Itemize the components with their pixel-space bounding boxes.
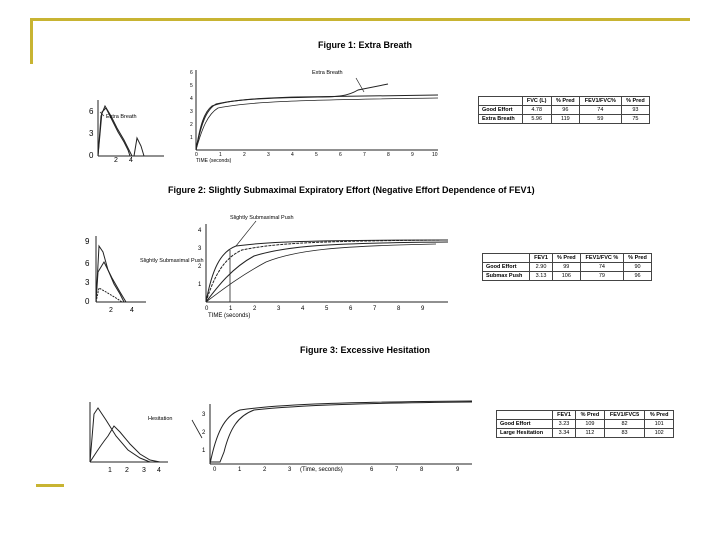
table-header: % Pred bbox=[621, 97, 649, 106]
f1-xtick: 2 bbox=[243, 152, 246, 158]
table-header: % Pred bbox=[551, 97, 579, 106]
f3-xtick: 0 bbox=[213, 467, 217, 473]
f2-small-ytick: 3 bbox=[85, 278, 90, 287]
f3-xtick: 2 bbox=[263, 467, 267, 473]
table-row-label: Good Effort bbox=[479, 106, 523, 115]
f2-xtick: 7 bbox=[373, 306, 377, 312]
f3-xtick: 9 bbox=[456, 467, 460, 473]
f1-large-annotation: Extra Breath bbox=[312, 70, 343, 76]
table-header: % Pred bbox=[624, 254, 652, 263]
table-cell: 74 bbox=[579, 106, 621, 115]
table-row-label: Extra Breath bbox=[479, 115, 523, 124]
f3-xtick: 1 bbox=[238, 467, 242, 473]
accent-line-top bbox=[30, 18, 690, 21]
f3-small-xtick: 4 bbox=[157, 467, 161, 474]
f3-ytick: 1 bbox=[202, 448, 206, 454]
table-header: FEV1/FVC% bbox=[579, 97, 621, 106]
table-cell: 96 bbox=[624, 272, 652, 281]
table-header-row bbox=[479, 97, 650, 106]
figure-2-volume-time-plot bbox=[196, 210, 452, 320]
f2-small-ytick: 9 bbox=[85, 237, 90, 246]
f1-small-ytick: 6 bbox=[89, 107, 94, 116]
table-row-label: Submax Push bbox=[483, 272, 530, 281]
f1-xtick: 0 bbox=[195, 152, 198, 158]
f2-small-xtick: 4 bbox=[130, 307, 134, 314]
table-cell: 2.90 bbox=[530, 263, 553, 272]
curve bbox=[206, 242, 448, 302]
table-row bbox=[479, 106, 650, 115]
f3-xtick: 6 bbox=[370, 467, 374, 473]
table-cell: 79 bbox=[580, 272, 623, 281]
curve bbox=[206, 244, 436, 302]
f1-xlabel: TIME (seconds) bbox=[196, 158, 232, 164]
curve bbox=[90, 426, 160, 462]
table-cell: 75 bbox=[621, 115, 649, 124]
f1-xtick: 8 bbox=[387, 152, 390, 158]
table-header bbox=[497, 411, 553, 420]
table-cell: 119 bbox=[551, 115, 579, 124]
f2-ytick: 3 bbox=[198, 246, 202, 252]
table-cell: 93 bbox=[621, 106, 649, 115]
f1-xtick: 6 bbox=[339, 152, 342, 158]
accent-line-left bbox=[30, 18, 33, 64]
f2-large-annotation: Slightly Submaximal Push bbox=[230, 215, 294, 221]
f2-xlabel: TIME (seconds) bbox=[208, 313, 251, 319]
figure-3-volume-time-plot bbox=[190, 392, 476, 474]
f1-xtick: 5 bbox=[315, 152, 318, 158]
table-cell: 59 bbox=[579, 115, 621, 124]
table-header: FEV1/FVC % bbox=[580, 254, 623, 263]
figure-2-title: Figure 2: Slightly Submaximal Expiratory Effort (Negative Effort Dependence of FEV1) bbox=[168, 185, 535, 195]
table-header: % Pred bbox=[576, 411, 605, 420]
f2-xtick: 8 bbox=[397, 306, 401, 312]
figure-3-results-table bbox=[496, 410, 674, 438]
f2-small-annot-text: Slightly Submaximal Push bbox=[140, 258, 204, 264]
table-row-label: Good Effort bbox=[483, 263, 530, 272]
f1-ytick: 2 bbox=[190, 122, 193, 128]
figure-1-volume-time-plot bbox=[188, 66, 442, 164]
table-cell: 102 bbox=[645, 429, 674, 438]
table-row-label: Good Effort bbox=[497, 420, 553, 429]
table-cell: 109 bbox=[576, 420, 605, 429]
f1-xtick: 7 bbox=[363, 152, 366, 158]
f2-small-ytick: 6 bbox=[85, 259, 90, 268]
table-cell: 3.13 bbox=[530, 272, 553, 281]
table-cell: 5.96 bbox=[522, 115, 551, 124]
table-header: % Pred bbox=[645, 411, 674, 420]
figure-2-flow-volume-plot bbox=[82, 232, 204, 316]
figure-3-flow-volume-plot bbox=[84, 400, 173, 476]
f3-small-xtick: 3 bbox=[142, 467, 146, 474]
table-cell: 3.23 bbox=[552, 420, 575, 429]
axis-line bbox=[192, 420, 202, 438]
f2-xtick: 2 bbox=[253, 306, 257, 312]
axis-line bbox=[236, 221, 256, 246]
figure-1-results-table bbox=[478, 96, 650, 124]
f2-small-annotation bbox=[140, 258, 204, 264]
f1-xtick: 10 bbox=[432, 152, 438, 158]
f1-xtick: 3 bbox=[267, 152, 270, 158]
f1-xtick: 1 bbox=[219, 152, 222, 158]
curve bbox=[210, 401, 472, 464]
f3-xtick: 8 bbox=[420, 467, 424, 473]
table-header: % Pred bbox=[552, 254, 580, 263]
f1-ytick: 3 bbox=[190, 109, 193, 115]
f1-small-xtick: 2 bbox=[114, 157, 118, 164]
f1-ytick: 1 bbox=[190, 135, 193, 141]
figure-2-results-table bbox=[482, 253, 652, 281]
f1-xtick: 4 bbox=[291, 152, 294, 158]
table-cell: 3.34 bbox=[552, 429, 575, 438]
figure-1-title: Figure 1: Extra Breath bbox=[318, 40, 413, 50]
table-header-row bbox=[497, 411, 674, 420]
f1-small-ytick: 3 bbox=[89, 129, 94, 138]
table-row bbox=[483, 272, 652, 281]
table-cell: 4.78 bbox=[522, 106, 551, 115]
f1-xtick: 9 bbox=[411, 152, 414, 158]
table-header bbox=[479, 97, 523, 106]
f2-ytick: 2 bbox=[198, 264, 202, 270]
table-header-row bbox=[483, 254, 652, 263]
table-cell: 96 bbox=[551, 106, 579, 115]
accent-line-bottom bbox=[36, 484, 64, 487]
table-header bbox=[483, 254, 530, 263]
table-row bbox=[479, 115, 650, 124]
f2-ytick: 4 bbox=[198, 228, 202, 234]
f2-ytick: 1 bbox=[198, 282, 202, 288]
f1-small-ytick: 0 bbox=[89, 151, 94, 160]
table-cell: 101 bbox=[645, 420, 674, 429]
table-header: FEV1 bbox=[552, 411, 575, 420]
figure-3-title: Figure 3: Excessive Hesitation bbox=[300, 345, 431, 355]
figure-1-flow-volume-plot bbox=[84, 98, 166, 162]
table-row bbox=[483, 263, 652, 272]
f2-xtick: 6 bbox=[349, 306, 353, 312]
f1-ytick: 5 bbox=[190, 83, 193, 89]
table-cell: 106 bbox=[552, 272, 580, 281]
f2-small-xtick: 2 bbox=[109, 307, 113, 314]
f1-small-xtick: 4 bbox=[129, 157, 133, 164]
f2-small-ytick: 0 bbox=[85, 297, 90, 306]
table-cell: 83 bbox=[604, 429, 645, 438]
f1-small-annotation: Extra Breath bbox=[106, 114, 137, 120]
table-header: FEV1/FVC5 bbox=[604, 411, 645, 420]
curve bbox=[196, 98, 438, 150]
f2-xtick: 0 bbox=[205, 306, 209, 312]
table-cell: 99 bbox=[552, 263, 580, 272]
table-row bbox=[497, 429, 674, 438]
f3-small-xtick: 2 bbox=[125, 467, 129, 474]
f3-xtick: 3 bbox=[288, 467, 292, 473]
f3-xtick: 7 bbox=[395, 467, 399, 473]
table-header: FEV1 bbox=[530, 254, 553, 263]
f1-ytick: 4 bbox=[190, 96, 193, 102]
f3-ytick: 3 bbox=[202, 412, 206, 418]
table-cell: 90 bbox=[624, 263, 652, 272]
table-header: FVC (L) bbox=[522, 97, 551, 106]
curve bbox=[196, 84, 388, 150]
table-cell: 82 bbox=[604, 420, 645, 429]
f2-xtick: 5 bbox=[325, 306, 329, 312]
table-cell: 112 bbox=[576, 429, 605, 438]
f1-ytick: 6 bbox=[190, 70, 193, 76]
curve bbox=[210, 402, 472, 462]
table-cell: 74 bbox=[580, 263, 623, 272]
table-row bbox=[497, 420, 674, 429]
f2-xtick: 3 bbox=[277, 306, 281, 312]
f3-small-xtick: 1 bbox=[108, 467, 112, 474]
curve bbox=[134, 138, 144, 156]
curve bbox=[90, 408, 150, 462]
f2-xtick: 1 bbox=[229, 306, 233, 312]
table-row-label: Large Hesitation bbox=[497, 429, 553, 438]
f3-small-annotation: Hesitation bbox=[148, 416, 173, 422]
f3-ytick: 2 bbox=[202, 430, 206, 436]
f2-xtick: 9 bbox=[421, 306, 425, 312]
f3-xlabel: (Time, seconds) bbox=[300, 467, 343, 473]
f2-xtick: 4 bbox=[301, 306, 305, 312]
curve bbox=[196, 95, 438, 150]
